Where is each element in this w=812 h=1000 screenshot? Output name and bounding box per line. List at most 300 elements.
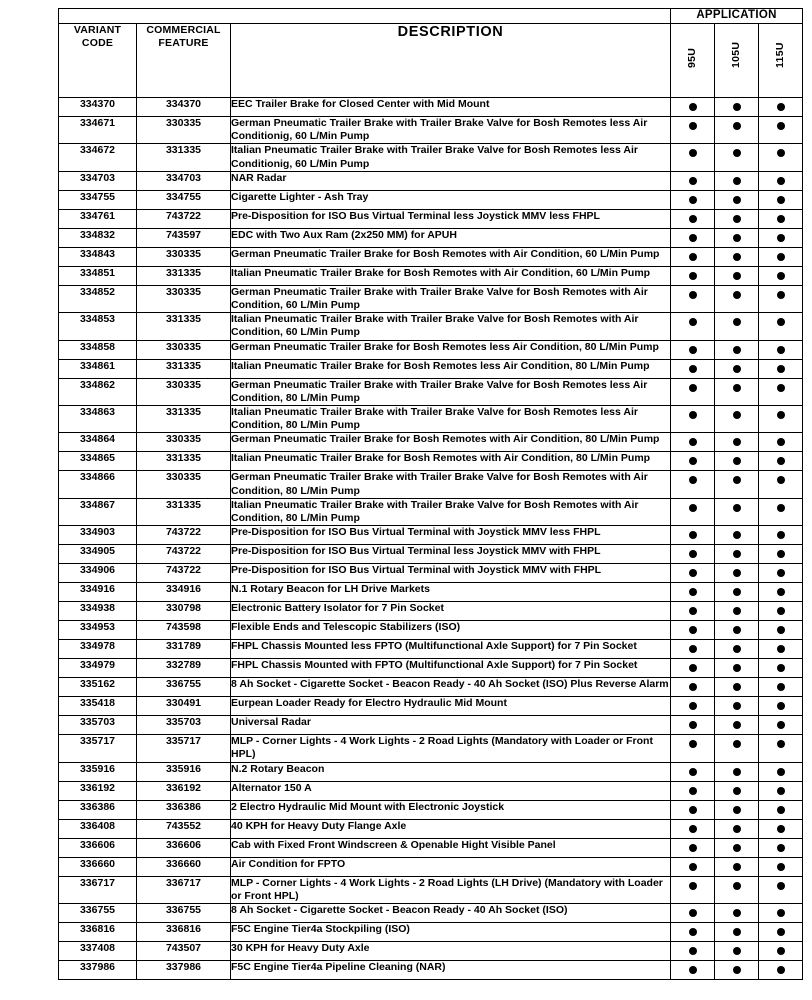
cell-mark-115u bbox=[759, 545, 803, 564]
availability-dot-icon bbox=[689, 721, 697, 729]
cell-description: Flexible Ends and Telescopic Stabilizers (ISO) bbox=[231, 621, 671, 640]
cell-commercial-feature: 331335 bbox=[137, 144, 231, 171]
table-row bbox=[59, 621, 803, 640]
availability-dot-icon bbox=[689, 947, 697, 955]
availability-dot-icon bbox=[689, 291, 697, 299]
availability-dot-icon bbox=[689, 318, 697, 326]
cell-mark-105u bbox=[715, 800, 759, 819]
cell-mark-105u bbox=[715, 735, 759, 762]
table-row bbox=[59, 961, 803, 980]
availability-dot-icon bbox=[733, 318, 741, 326]
cell-mark-105u bbox=[715, 117, 759, 144]
cell-mark-105u bbox=[715, 716, 759, 735]
availability-dot-icon bbox=[777, 863, 785, 871]
availability-dot-icon bbox=[689, 438, 697, 446]
table-row bbox=[59, 359, 803, 378]
availability-dot-icon bbox=[733, 177, 741, 185]
cell-mark-95u bbox=[671, 800, 715, 819]
availability-dot-icon bbox=[777, 411, 785, 419]
cell-description: 8 Ah Socket - Cigarette Socket - Beacon Ready - 40 Ah Socket (ISO) bbox=[231, 904, 671, 923]
cell-commercial-feature: 336386 bbox=[137, 800, 231, 819]
cell-mark-105u bbox=[715, 678, 759, 697]
cell-commercial-feature: 743722 bbox=[137, 526, 231, 545]
cell-mark-105u bbox=[715, 228, 759, 247]
table-row bbox=[59, 583, 803, 602]
cell-mark-115u bbox=[759, 781, 803, 800]
cell-commercial-feature: 334755 bbox=[137, 190, 231, 209]
cell-variant-code: 337408 bbox=[59, 942, 137, 961]
cell-variant-code: 336755 bbox=[59, 904, 137, 923]
cell-variant-code: 335162 bbox=[59, 678, 137, 697]
cell-mark-115u bbox=[759, 313, 803, 340]
cell-mark-115u bbox=[759, 228, 803, 247]
availability-dot-icon bbox=[733, 504, 741, 512]
cell-mark-115u bbox=[759, 819, 803, 838]
availability-dot-icon bbox=[689, 607, 697, 615]
availability-dot-icon bbox=[689, 346, 697, 354]
availability-dot-icon bbox=[689, 645, 697, 653]
table-row bbox=[59, 876, 803, 903]
availability-dot-icon bbox=[777, 768, 785, 776]
cell-description: Italian Pneumatic Trailer Brake with Trailer Brake Valve for Bosh Remotes with Air Condition, 60 L/Min Pump bbox=[231, 313, 671, 340]
table-row bbox=[59, 452, 803, 471]
availability-dot-icon bbox=[689, 768, 697, 776]
table-row bbox=[59, 433, 803, 452]
availability-dot-icon bbox=[689, 103, 697, 111]
table-row bbox=[59, 406, 803, 433]
cell-description: 40 KPH for Heavy Duty Flange Axle bbox=[231, 819, 671, 838]
availability-dot-icon bbox=[733, 569, 741, 577]
cell-mark-115u bbox=[759, 602, 803, 621]
cell-mark-95u bbox=[671, 144, 715, 171]
cell-commercial-feature: 336192 bbox=[137, 781, 231, 800]
cell-mark-95u bbox=[671, 313, 715, 340]
availability-dot-icon bbox=[689, 122, 697, 130]
availability-dot-icon bbox=[689, 177, 697, 185]
cell-commercial-feature: 336755 bbox=[137, 678, 231, 697]
availability-dot-icon bbox=[689, 702, 697, 710]
header-spacer-left bbox=[59, 9, 137, 24]
cell-mark-95u bbox=[671, 545, 715, 564]
availability-dot-icon bbox=[689, 806, 697, 814]
cell-mark-95u bbox=[671, 433, 715, 452]
cell-description: MLP - Corner Lights - 4 Work Lights - 2 Road Lights (Mandatory with Loader or Front HPL) bbox=[231, 735, 671, 762]
cell-description: Italian Pneumatic Trailer Brake for Bosh Remotes with Air Condition, 80 L/Min Pump bbox=[231, 452, 671, 471]
cell-mark-105u bbox=[715, 144, 759, 171]
cell-mark-105u bbox=[715, 406, 759, 433]
cell-mark-115u bbox=[759, 406, 803, 433]
availability-dot-icon bbox=[733, 122, 741, 130]
cell-description: Alternator 150 A bbox=[231, 781, 671, 800]
cell-variant-code: 334853 bbox=[59, 313, 137, 340]
cell-description: Eurpean Loader Ready for Electro Hydraulic Mid Mount bbox=[231, 697, 671, 716]
cell-mark-95u bbox=[671, 406, 715, 433]
header-model-95u bbox=[671, 24, 715, 98]
cell-variant-code: 334938 bbox=[59, 602, 137, 621]
availability-dot-icon bbox=[689, 550, 697, 558]
cell-mark-115u bbox=[759, 117, 803, 144]
availability-dot-icon bbox=[777, 234, 785, 242]
cell-variant-code: 335703 bbox=[59, 716, 137, 735]
cell-variant-code: 334671 bbox=[59, 117, 137, 144]
availability-dot-icon bbox=[689, 531, 697, 539]
cell-commercial-feature: 743722 bbox=[137, 209, 231, 228]
table-row bbox=[59, 117, 803, 144]
cell-variant-code: 334979 bbox=[59, 659, 137, 678]
header-model-95u-wrap bbox=[671, 24, 714, 72]
cell-mark-105u bbox=[715, 961, 759, 980]
cell-commercial-feature: 330335 bbox=[137, 471, 231, 498]
cell-description: Italian Pneumatic Trailer Brake with Trailer Brake Valve for Bosh Remotes with Air Condition, 80 L/Min Pump bbox=[231, 498, 671, 525]
cell-mark-95u bbox=[671, 904, 715, 923]
cell-mark-95u bbox=[671, 716, 715, 735]
availability-dot-icon bbox=[689, 664, 697, 672]
cell-commercial-feature: 336717 bbox=[137, 876, 231, 903]
availability-dot-icon bbox=[777, 588, 785, 596]
cell-commercial-feature: 331335 bbox=[137, 359, 231, 378]
cell-mark-115u bbox=[759, 144, 803, 171]
availability-dot-icon bbox=[733, 531, 741, 539]
cell-description: German Pneumatic Trailer Brake with Trailer Brake Valve for Bosh Remotes less Air Condition, 80 L/Min Pump bbox=[231, 378, 671, 405]
cell-description: Electronic Battery Isolator for 7 Pin Socket bbox=[231, 602, 671, 621]
cell-commercial-feature: 334370 bbox=[137, 98, 231, 117]
cell-commercial-feature: 743507 bbox=[137, 942, 231, 961]
availability-dot-icon bbox=[733, 438, 741, 446]
cell-variant-code: 335717 bbox=[59, 735, 137, 762]
availability-dot-icon bbox=[733, 825, 741, 833]
cell-mark-115u bbox=[759, 583, 803, 602]
cell-description: German Pneumatic Trailer Brake for Bosh Remotes with Air Condition, 80 L/Min Pump bbox=[231, 433, 671, 452]
availability-dot-icon bbox=[733, 909, 741, 917]
cell-commercial-feature: 743597 bbox=[137, 228, 231, 247]
table-row bbox=[59, 904, 803, 923]
cell-mark-115u bbox=[759, 621, 803, 640]
cell-mark-105u bbox=[715, 640, 759, 659]
cell-mark-115u bbox=[759, 171, 803, 190]
cell-mark-105u bbox=[715, 602, 759, 621]
availability-dot-icon bbox=[689, 215, 697, 223]
table-row bbox=[59, 800, 803, 819]
header-model-115u-label: 115U bbox=[773, 42, 786, 68]
cell-mark-115u bbox=[759, 716, 803, 735]
cell-mark-95u bbox=[671, 678, 715, 697]
availability-dot-icon bbox=[777, 645, 785, 653]
header-spacer-mid bbox=[137, 9, 231, 24]
cell-description: Pre-Disposition for ISO Bus Virtual Terminal with Joystick MMV less FHPL bbox=[231, 526, 671, 545]
availability-dot-icon bbox=[777, 531, 785, 539]
cell-mark-115u bbox=[759, 838, 803, 857]
cell-mark-95u bbox=[671, 247, 715, 266]
cell-mark-105u bbox=[715, 190, 759, 209]
header-model-105u bbox=[715, 24, 759, 98]
cell-variant-code: 334916 bbox=[59, 583, 137, 602]
table-row bbox=[59, 857, 803, 876]
cell-variant-code: 335916 bbox=[59, 762, 137, 781]
cell-mark-115u bbox=[759, 678, 803, 697]
cell-description: FHPL Chassis Mounted with FPTO (Multifunctional Axle Support) for 7 Pin Socket bbox=[231, 659, 671, 678]
availability-dot-icon bbox=[733, 384, 741, 392]
cell-mark-95u bbox=[671, 659, 715, 678]
table-row bbox=[59, 171, 803, 190]
cell-description: German Pneumatic Trailer Brake for Bosh Remotes with Air Condition, 60 L/Min Pump bbox=[231, 247, 671, 266]
cell-commercial-feature: 334703 bbox=[137, 171, 231, 190]
cell-description: German Pneumatic Trailer Brake with Trailer Brake Valve for Bosh Remotes with Air Condition, 80 L/Min Pump bbox=[231, 471, 671, 498]
availability-dot-icon bbox=[733, 768, 741, 776]
availability-dot-icon bbox=[689, 272, 697, 280]
table-row bbox=[59, 659, 803, 678]
cell-mark-95u bbox=[671, 190, 715, 209]
cell-description: Italian Pneumatic Trailer Brake for Bosh Remotes less Air Condition, 80 L/Min Pump bbox=[231, 359, 671, 378]
availability-dot-icon bbox=[777, 825, 785, 833]
table-row bbox=[59, 313, 803, 340]
cell-mark-115u bbox=[759, 247, 803, 266]
cell-mark-105u bbox=[715, 876, 759, 903]
cell-variant-code: 336408 bbox=[59, 819, 137, 838]
header-row-columns bbox=[59, 24, 803, 98]
cell-mark-115u bbox=[759, 452, 803, 471]
availability-dot-icon bbox=[777, 806, 785, 814]
availability-dot-icon bbox=[777, 103, 785, 111]
cell-mark-105u bbox=[715, 923, 759, 942]
cell-mark-105u bbox=[715, 209, 759, 228]
table-row bbox=[59, 144, 803, 171]
availability-dot-icon bbox=[777, 196, 785, 204]
cell-variant-code: 334906 bbox=[59, 564, 137, 583]
table-row bbox=[59, 678, 803, 697]
header-row-application bbox=[59, 9, 803, 24]
availability-dot-icon bbox=[777, 318, 785, 326]
table-header bbox=[59, 9, 803, 98]
availability-dot-icon bbox=[777, 122, 785, 130]
availability-dot-icon bbox=[689, 844, 697, 852]
availability-dot-icon bbox=[733, 966, 741, 974]
cell-mark-95u bbox=[671, 378, 715, 405]
cell-mark-95u bbox=[671, 98, 715, 117]
cell-mark-115u bbox=[759, 697, 803, 716]
cell-mark-115u bbox=[759, 942, 803, 961]
cell-description: FHPL Chassis Mounted less FPTO (Multifunctional Axle Support) for 7 Pin Socket bbox=[231, 640, 671, 659]
cell-mark-105u bbox=[715, 942, 759, 961]
cell-description: Italian Pneumatic Trailer Brake with Trailer Brake Valve for Bosh Remotes less Air Condition, 80 L/Min Pump bbox=[231, 406, 671, 433]
availability-dot-icon bbox=[689, 504, 697, 512]
cell-mark-115u bbox=[759, 340, 803, 359]
cell-mark-95u bbox=[671, 735, 715, 762]
header-commercial-feature-line1: COMMERCIAL bbox=[146, 24, 221, 36]
availability-dot-icon bbox=[777, 438, 785, 446]
availability-dot-icon bbox=[777, 882, 785, 890]
availability-dot-icon bbox=[733, 882, 741, 890]
table-row bbox=[59, 762, 803, 781]
cell-mark-95u bbox=[671, 838, 715, 857]
availability-dot-icon bbox=[777, 476, 785, 484]
availability-dot-icon bbox=[733, 806, 741, 814]
application-group-header: APPLICATION bbox=[671, 9, 803, 24]
cell-variant-code: 334703 bbox=[59, 171, 137, 190]
cell-mark-105u bbox=[715, 838, 759, 857]
cell-mark-115u bbox=[759, 735, 803, 762]
cell-mark-105u bbox=[715, 433, 759, 452]
cell-mark-95u bbox=[671, 876, 715, 903]
cell-variant-code: 336606 bbox=[59, 838, 137, 857]
table-row bbox=[59, 716, 803, 735]
cell-mark-95u bbox=[671, 857, 715, 876]
availability-dot-icon bbox=[777, 177, 785, 185]
cell-description: Cigarette Lighter - Ash Tray bbox=[231, 190, 671, 209]
cell-mark-95u bbox=[671, 819, 715, 838]
cell-mark-105u bbox=[715, 266, 759, 285]
availability-dot-icon bbox=[777, 947, 785, 955]
availability-dot-icon bbox=[733, 215, 741, 223]
cell-mark-95u bbox=[671, 171, 715, 190]
cell-mark-105u bbox=[715, 285, 759, 312]
cell-variant-code: 334858 bbox=[59, 340, 137, 359]
cell-variant-code: 337986 bbox=[59, 961, 137, 980]
cell-mark-115u bbox=[759, 857, 803, 876]
table-row bbox=[59, 340, 803, 359]
cell-variant-code: 334861 bbox=[59, 359, 137, 378]
cell-variant-code: 334903 bbox=[59, 526, 137, 545]
availability-dot-icon bbox=[689, 569, 697, 577]
availability-dot-icon bbox=[733, 196, 741, 204]
cell-description: F5C Engine Tier4a Pipeline Cleaning (NAR) bbox=[231, 961, 671, 980]
availability-dot-icon bbox=[689, 253, 697, 261]
cell-mark-115u bbox=[759, 209, 803, 228]
header-variant-code-line2: CODE bbox=[81, 37, 114, 50]
cell-description: NAR Radar bbox=[231, 171, 671, 190]
cell-commercial-feature: 332789 bbox=[137, 659, 231, 678]
cell-mark-105u bbox=[715, 378, 759, 405]
cell-commercial-feature: 337986 bbox=[137, 961, 231, 980]
table-row bbox=[59, 819, 803, 838]
table-row bbox=[59, 781, 803, 800]
cell-mark-115u bbox=[759, 190, 803, 209]
availability-dot-icon bbox=[733, 607, 741, 615]
cell-commercial-feature: 331789 bbox=[137, 640, 231, 659]
cell-mark-95u bbox=[671, 340, 715, 359]
cell-mark-105u bbox=[715, 819, 759, 838]
cell-mark-115u bbox=[759, 876, 803, 903]
cell-commercial-feature: 743722 bbox=[137, 564, 231, 583]
cell-commercial-feature: 330335 bbox=[137, 340, 231, 359]
cell-mark-95u bbox=[671, 452, 715, 471]
availability-dot-icon bbox=[733, 683, 741, 691]
availability-dot-icon bbox=[733, 253, 741, 261]
cell-mark-95u bbox=[671, 526, 715, 545]
cell-mark-115u bbox=[759, 266, 803, 285]
cell-description: F5C Engine Tier4a Stockpiling (ISO) bbox=[231, 923, 671, 942]
cell-mark-115u bbox=[759, 285, 803, 312]
availability-dot-icon bbox=[777, 607, 785, 615]
cell-description: EDC with Two Aux Ram (2x250 MM) for APUH bbox=[231, 228, 671, 247]
table-row bbox=[59, 498, 803, 525]
table-row bbox=[59, 228, 803, 247]
cell-mark-95u bbox=[671, 621, 715, 640]
cell-commercial-feature: 336606 bbox=[137, 838, 231, 857]
cell-description: Pre-Disposition for ISO Bus Virtual Terminal less Joystick MMV with FHPL bbox=[231, 545, 671, 564]
cell-mark-95u bbox=[671, 602, 715, 621]
availability-dot-icon bbox=[689, 234, 697, 242]
cell-mark-105u bbox=[715, 545, 759, 564]
cell-mark-105u bbox=[715, 247, 759, 266]
availability-dot-icon bbox=[689, 787, 697, 795]
availability-dot-icon bbox=[689, 588, 697, 596]
header-description: DESCRIPTION bbox=[231, 24, 671, 98]
cell-mark-95u bbox=[671, 923, 715, 942]
cell-mark-95u bbox=[671, 942, 715, 961]
cell-mark-105u bbox=[715, 359, 759, 378]
cell-description: Air Condition for FPTO bbox=[231, 857, 671, 876]
cell-mark-95u bbox=[671, 762, 715, 781]
cell-variant-code: 334755 bbox=[59, 190, 137, 209]
header-model-95u-label: 95U bbox=[685, 47, 698, 68]
availability-dot-icon bbox=[733, 863, 741, 871]
table-row bbox=[59, 838, 803, 857]
cell-description: Italian Pneumatic Trailer Brake with Trailer Brake Valve for Bosh Remotes less Air Conditionig, 60 L/Min Pump bbox=[231, 144, 671, 171]
cell-variant-code: 336386 bbox=[59, 800, 137, 819]
availability-dot-icon bbox=[777, 365, 785, 373]
cell-mark-95u bbox=[671, 117, 715, 144]
cell-mark-105u bbox=[715, 857, 759, 876]
availability-dot-icon bbox=[733, 645, 741, 653]
table-row bbox=[59, 526, 803, 545]
cell-mark-115u bbox=[759, 98, 803, 117]
cell-description: Cab with Fixed Front Windscreen & Openable Hight Visible Panel bbox=[231, 838, 671, 857]
cell-commercial-feature: 331335 bbox=[137, 266, 231, 285]
availability-dot-icon bbox=[689, 626, 697, 634]
cell-variant-code: 334866 bbox=[59, 471, 137, 498]
cell-mark-95u bbox=[671, 697, 715, 716]
availability-dot-icon bbox=[733, 103, 741, 111]
availability-dot-icon bbox=[733, 740, 741, 748]
cell-mark-95u bbox=[671, 781, 715, 800]
cell-commercial-feature: 330335 bbox=[137, 117, 231, 144]
cell-commercial-feature: 743722 bbox=[137, 545, 231, 564]
cell-description: N.2 Rotary Beacon bbox=[231, 762, 671, 781]
availability-dot-icon bbox=[733, 702, 741, 710]
availability-dot-icon bbox=[733, 411, 741, 419]
cell-variant-code: 334863 bbox=[59, 406, 137, 433]
availability-dot-icon bbox=[777, 384, 785, 392]
table-row bbox=[59, 735, 803, 762]
cell-mark-105u bbox=[715, 98, 759, 117]
availability-dot-icon bbox=[733, 550, 741, 558]
cell-mark-105u bbox=[715, 340, 759, 359]
cell-mark-95u bbox=[671, 359, 715, 378]
cell-commercial-feature: 331335 bbox=[137, 406, 231, 433]
availability-dot-icon bbox=[689, 476, 697, 484]
cell-mark-95u bbox=[671, 498, 715, 525]
cell-commercial-feature: 330335 bbox=[137, 285, 231, 312]
availability-dot-icon bbox=[733, 844, 741, 852]
cell-commercial-feature: 336660 bbox=[137, 857, 231, 876]
cell-description: EEC Trailer Brake for Closed Center with Mid Mount bbox=[231, 98, 671, 117]
availability-dot-icon bbox=[777, 457, 785, 465]
cell-commercial-feature: 335717 bbox=[137, 735, 231, 762]
availability-dot-icon bbox=[689, 928, 697, 936]
availability-dot-icon bbox=[777, 346, 785, 354]
cell-mark-115u bbox=[759, 359, 803, 378]
availability-dot-icon bbox=[777, 702, 785, 710]
cell-variant-code: 334978 bbox=[59, 640, 137, 659]
cell-mark-95u bbox=[671, 285, 715, 312]
availability-dot-icon bbox=[733, 149, 741, 157]
availability-dot-icon bbox=[777, 909, 785, 917]
availability-dot-icon bbox=[733, 272, 741, 280]
cell-commercial-feature: 743598 bbox=[137, 621, 231, 640]
cell-mark-105u bbox=[715, 762, 759, 781]
availability-dot-icon bbox=[689, 149, 697, 157]
cell-mark-115u bbox=[759, 640, 803, 659]
